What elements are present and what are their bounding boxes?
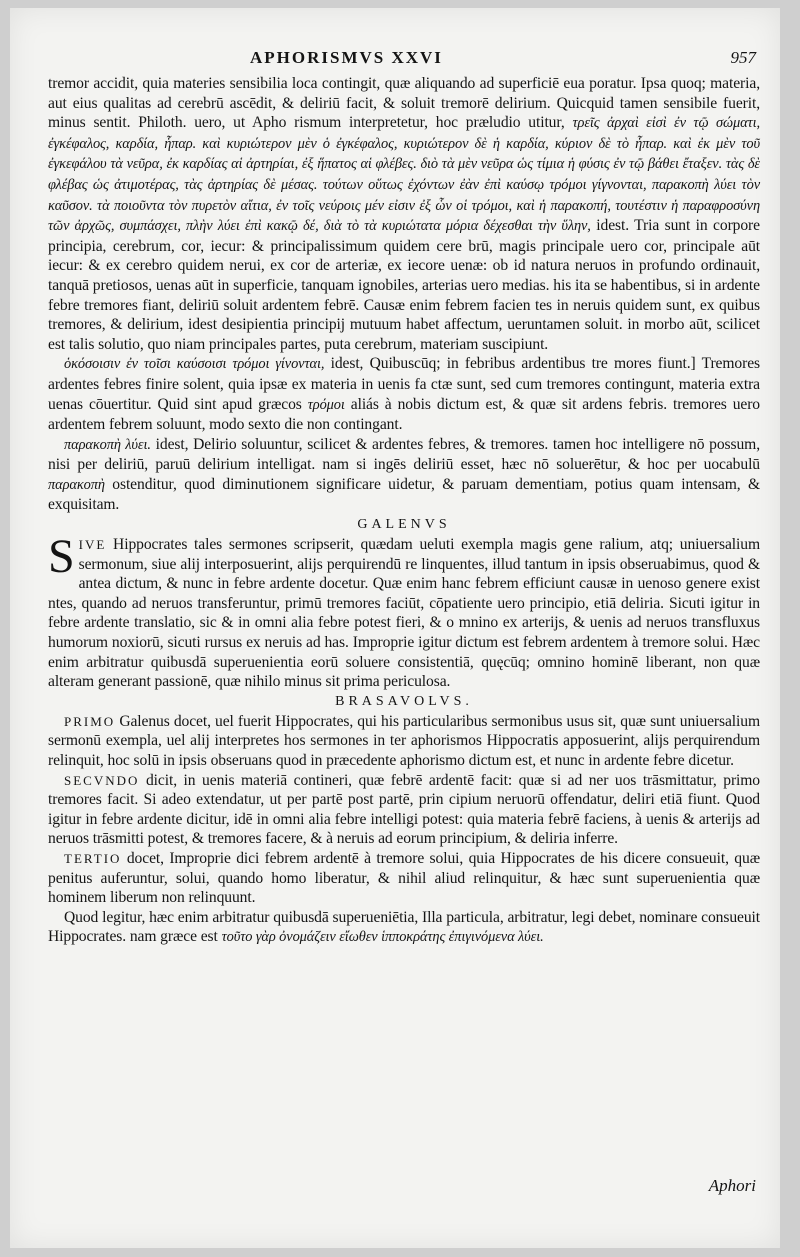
running-head: APHORISMVS XXVI — [250, 48, 443, 67]
heading-brasavolus: BRASAVOLVS. — [335, 693, 473, 709]
paragraph-lemma-tremors: ὁκόσοισιν ἐν τοῖσι καύσοισι τρόμοι γίνονται, idest, Quibuscūq; in febribus ardentibus tre mores fiunt.] Tremores ardentes febres finire solent, quia ipsæ ex materia in uenis fa ctæ sunt, sed cum tremores contingunt, materia extra uenas cōuertitur. Quid sint apud græcos τρόμοι aliás à nobis dictum est, & quæ sit ardens febris. tremores uero ardentem febrem soluunt, modo sexto die non contingant. — [48, 355, 760, 434]
paragraph-galenus: SIVE Hippocrates tales sermones scripserit, quædam ueluti exempla magis gene ralium, atq; uniuersalium sermonum, siue alij interposuerint, alijs perquirendū re linquentes, illud tantum in ipsis obseruabimus, quod & antea dictum, & nunc in febre ardente docetur. Quæ enim hanc febrem efficiunt causæ in uenoso genere exist ntes, quando ad neruos transferuntur, primū tremores faciūt, cōpatiente uero principio, etiā deliria. Sicuti igitur in febre ardente translatio, sic & in omni alia febre potest fieri, & o mnino ex arterijs, & uenis ad neruos transfluxus humorum noxiorū, sicuti rursus ex neruis ad has. Improprie igitur dictum est febrem ardentem à tremore solui. Hæc enim arbitratur quibusdā superuenientia eorū soluere consistentiā, quęcūq; omnino hominē liberant, non quæ alteram generant passionē, quæ nihilo minus sit prima periculosa. — [48, 530, 760, 691]
paragraph-secundo: SECVNDO dicit, in uenis materiā contineri, quæ febrē ardentē facit: quæ si ad ner uos trāsmittatur, primo tremores facit. Si adeo extendatur, ut per partē post partē, prin cipium neruorū offendatur, deliri etiā fiunt. Quod igitur in febre ardente dicitur, idē in omni alia febre intelligi potest: quia materia febrē faciens, à uenis & arterijs ad neruos trāsmitti potest, & tremores facere, & à neruis ad eorum principium, & deliria inferre. — [48, 771, 760, 848]
main-text — [48, 74, 760, 948]
paragraph-lemma-delirium: παρακοπὴ λύει. idest, Delirio soluuntur, scilicet & ardentes febres, & tremores. tamen hoc intelligere nō possum, nisi per deliriū, paruū delirium intelligat. nam si ingēs deliriū esset, hæc nō soluerētur, & hoc per uocabulū παρακοπὴ ostenditur, quod diminutionem significare uidetur, & paruam dementiam, potius quam intensam, & exquisitam. — [48, 435, 760, 514]
heading-galenus: GALENVS — [357, 517, 451, 533]
greek-lemma: ὁκόσοισιν ἐν τοῖσι καύσοισι τρόμοι γίνονται, — [64, 356, 325, 373]
paragraph-tertio: TERTIO docet, Improprie dici febrem ardentē à tremore solui, quia Hippocrates de his dicere consueuit, quæ penitus auferuntur, solui, quando homo liberatur, & nihil aliud relinquitur, & hæc sunt superuenientia quæ hominem liberum non relinquunt. — [48, 849, 760, 907]
paragraph-primo: PRIMO Galenus docet, uel fuerit Hippocrates, qui his particularibus sermonibus usus sit, quæ sunt uniuersalium sermonū exempla, uel alij interpretes hos sermones in ter aphorismos Hippocratis apposuerint, alijs perquirendum relinquit, hoc solū in ipsis obseruans quod in præcedente aphorismo dictum est, et nunc in ardente febre dicetur. — [48, 712, 760, 769]
paragraph-quod-legitur: Quod legitur, hæc enim arbitratur quibusdā superueniētia, Illa particula, arbitratur, legi debet, nominare consueuit Hippocrates. nam græce est τοῦτο γὰρ ὀνομάζειν εἴωθεν ἱπποκράτης ἐπιγινόμενα λύει. — [48, 908, 760, 946]
page-number: 957 — [730, 48, 756, 67]
greek-quotation: τοῦτο γὰρ ὀνομάζειν εἴωθεν ἱπποκράτης ἐπιγινόμενα λύει. — [221, 929, 544, 946]
catchword: Aphori — [708, 1176, 756, 1195]
greek-lemma: παρακοπὴ λύει. — [64, 436, 151, 453]
drop-cap: S — [48, 530, 75, 584]
paragraph-philotheus: tremor accidit, quia materies sensibilia loca contingit, quæ aliquando ad superficiē eua poratur. Ipsa quoq; materia, aut eius qualitas ad cerebrū ascēdit, & deliriū facit, & soluit tremorē delirium. Quicquid tamen sensibile fuerit, minus sentit. Philoth. uero, ut Apho rismum interpretetur, hoc præludio utitur, τρεῖς ἀρχαὶ εἰσὶ ἐν τῷ σώματι, ἐγκέφαλος, καρδία, ἧπαρ. καὶ κυριώτερον μὲν ὁ ἐγκέφαλος, κυριώτερον δὲ ἡ καρδία, κύριον δὲ τὸ ἧπαρ. καὶ ἐκ μὲν τοῦ ἐγκεφάλου τὰ νεῦρα, ἐκ καρδίας αἱ ἀρτηρίαι, ἐξ ἥπατος αἱ φλέβες. διὸ τὰ μὲν νεῦρα ὡς τίμια ἡ φύσις ἐν τῷ βάθει ἔταξεν. τὰς δὲ φλέβας ὡς ἀτιμοτέρας, τὰς ἀρτηρίας δὲ μέσας. τούτων οὕτως ἐχόντων ἐὰν ἐπὶ καύσῳ τρόμοι γίγνονται, παρακοπὴ λύει τὸν καῦσον. τὰ ποιοῦντα τὸν πυρετὸν αἴτια, ἐν τοῖς νεύροις μέν εἰσιν ἐξ ὧν οἱ τρόμοι, καὶ ἡ παρακοπή, τουτέστιν ἡ παραφροσύνη τῶν ἀρχῶς, συμπάσχει, πλὴν λύει ἐπὶ κακῷ δέ, διὰ τὸ τὰ κυριώτατα μόρια δέχεσθαι τὴν ὕλην, idest. Tria sunt in corpore principia, cerebrum, cor, iecur: & principalissimum quidem cere brū, magis principale uero cor, principale aūt iecur: & ex cerebro quidem nerui, ex cor de arteriæ, ex iecore uenæ: ob id natura neruos in profundo ordinauit, tanquā pretiosos, uenas aūt in superficie, tanquam ignobiles, arterias uero medias. his ita se habentibus, si in ardente febre tremores fiant, deliriū soluit ardentem febrē. Causæ enim febrem facien tes in neruis quidem sunt, ex quibus tremores, & delirium, idest desipientia principij mutuum habet affectum, ueruntamen soluit. in morbo aūt, scilicet est talis solutio, quo niam principales partes, puta cerebrum, materiam suscipiunt. — [48, 75, 760, 353]
page-header — [10, 48, 780, 72]
book-page — [10, 8, 780, 1248]
greek-quotation: τρεῖς ἀρχαὶ εἰσὶ ἐν τῷ σώματι, ἐγκέφαλος, καρδία, ἧπαρ. καὶ κυριώτερον μὲν ὁ ἐγκέφαλος, κυριώτερον δὲ ἡ καρδία, κύριον δὲ τὸ ἧπαρ. καὶ ἐκ μὲν τοῦ ἐγκεφάλου τὰ νεῦρα, ἐκ καρδίας αἱ ἀρτηρίαι, ἐξ ἥπατος αἱ φλέβες. διὸ τὰ μὲν νεῦρα ὡς τίμια ἡ φύσις ἐν τῷ βάθει ἔταξεν. τὰς δὲ φλέβας ὡς ἀτιμοτέρας, τὰς ἀρτηρίας δὲ μέσας. τούτων οὕτως ἐχόντων ἐὰν ἐπὶ καύσῳ τρόμοι γίγνονται, παρακοπὴ λύει τὸν καῦσον. τὰ ποιοῦντα τὸν πυρετὸν αἴτια, ἐν τοῖς νεύροις μέν εἰσιν ἐξ ὧν οἱ τρόμοι, καὶ ἡ παρακοπή, τουτέστιν ἡ παραφροσύνη τῶν ἀρχῶς, συμπάσχει, πλὴν λύει ἐπὶ κακῷ δέ, διὰ τὸ τὰ κυριώτατα μόρια δέχεσθαι τὴν ὕλην, — [48, 115, 760, 235]
